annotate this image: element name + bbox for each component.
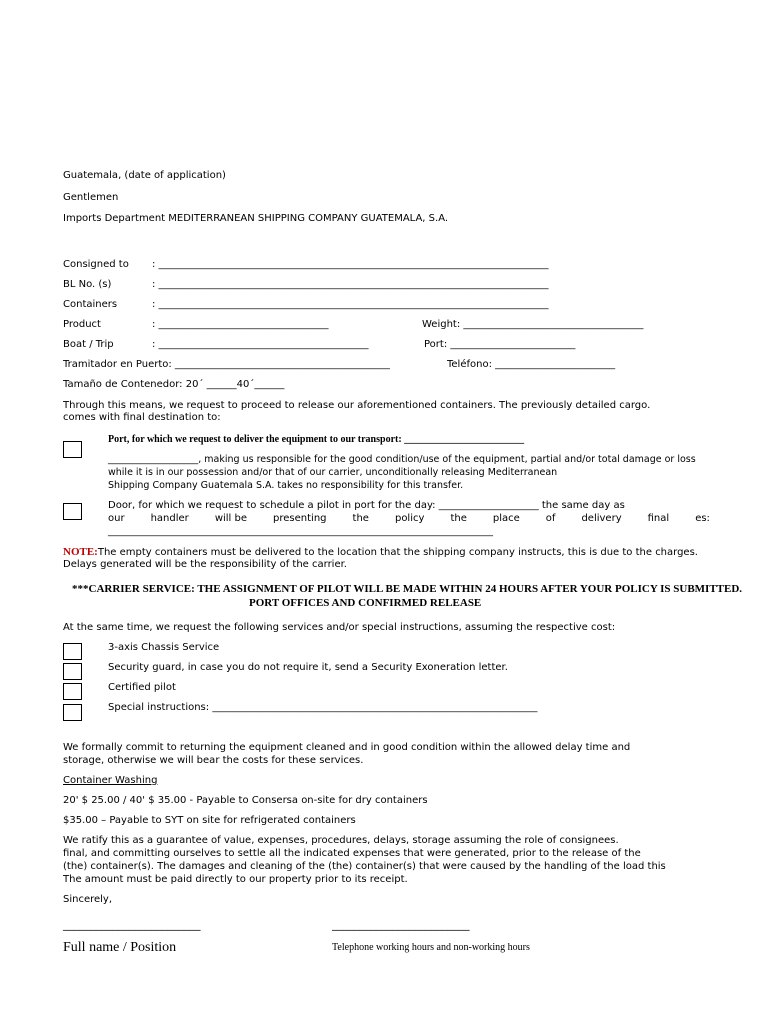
telefono-field[interactable]: Teléfono: ________________________ (447, 359, 616, 370)
tramitador-field[interactable]: Tramitador en Puerto: ___________________________________________ (63, 359, 390, 370)
intro-line-2: comes with final destination to: (63, 412, 221, 423)
port-option-line-1: ___________________, making us responsible for the good condition/use of the equipment, partial and/or total damage or loss (108, 454, 696, 465)
door-word: place (492, 513, 520, 524)
certified-pilot-label: Certified pilot (108, 682, 176, 693)
sincerely: Sincerely, (63, 894, 113, 905)
ratify-line-3: (the) container(s). The damages and cleaning of the (the) container(s) that were caused by the handling of the load this (63, 861, 666, 872)
commit-line-2: storage, otherwise we will bear the costs for these services. (63, 755, 364, 766)
weight-field[interactable]: Weight: ____________________________________ (422, 319, 644, 330)
bl-label: BL No. (s) (63, 279, 112, 290)
door-option-line-2 (108, 513, 710, 524)
special-instructions-field[interactable]: Special instructions: _________________________________________________________________ (108, 702, 538, 713)
containers-label: Containers (63, 299, 118, 310)
container-washing-title: Container Washing (63, 775, 158, 786)
services-intro: At the same time, we request the following services and/or special instructions, assuming the respective cost: (63, 622, 616, 633)
port-option-title: Port, for which we request to deliver the equipment to our transport: ________________________ (108, 434, 525, 445)
product-label: Product (63, 319, 101, 330)
door-word: final (647, 513, 670, 524)
bl-field[interactable]: : ______________________________________________________________________________ (152, 279, 549, 290)
product-field[interactable]: : __________________________________ (152, 319, 329, 330)
carrier-service-line-1: ***CARRIER SERVICE: THE ASSIGNMENT OF PILOT WILL BE MADE WITHIN 24 HOURS AFTER YOUR POLICY IS SUBMITTED. (72, 583, 743, 595)
note-line-1 (63, 546, 698, 558)
note-line-2: Delays generated will be the responsibility of the carrier. (63, 559, 347, 570)
boat-field[interactable]: : __________________________________________ (152, 339, 369, 350)
commit-line-1: We formally commit to returning the equipment cleaned and in good condition within the allowed delay time and (63, 742, 631, 753)
special-instructions-checkbox[interactable] (63, 704, 82, 721)
door-word: the (352, 513, 369, 524)
port-field[interactable]: Port: _________________________ (424, 339, 576, 350)
chassis-label: 3-axis Chassis Service (108, 642, 220, 653)
telephone-hours: Telephone working hours and non-working hours (332, 942, 530, 953)
door-word: handler (150, 513, 189, 524)
washing-refrigerated-line: $35.00 – Payable to SYT on site for refrigerated containers (63, 815, 356, 826)
door-word: es: (695, 513, 710, 524)
door-option-line-3[interactable]: _____________________________________________________________________________ (108, 526, 493, 537)
intro-line-1: Through this means, we request to proceed to release our aforementioned containers. The previously detailed cargo. (63, 400, 651, 411)
port-option-line-2: while it is in our possession and/or that of our carrier, unconditionally releasing Mediterranean (108, 467, 558, 478)
chassis-checkbox[interactable] (63, 643, 82, 660)
security-guard-label: Security guard, in case you do not require it, send a Security Exoneration letter. (108, 662, 508, 673)
place-date: Guatemala, (date of application) (63, 170, 226, 181)
certified-pilot-checkbox[interactable] (63, 683, 82, 700)
ratify-line-4: The amount must be paid directly to our property prior to its receipt. (63, 874, 408, 885)
door-option-checkbox[interactable] (63, 503, 82, 520)
consigned-field[interactable]: : ______________________________________________________________________________ (152, 259, 549, 270)
door-word: delivery (581, 513, 622, 524)
security-guard-checkbox[interactable] (63, 663, 82, 680)
door-word: the (450, 513, 467, 524)
carrier-service-line-2: PORT OFFICES AND CONFIRMED RELEASE (249, 597, 482, 609)
boat-label: Boat / Trip (63, 339, 114, 350)
department-line: Imports Department MEDITERRANEAN SHIPPING COMPANY GUATEMALA, S.A. (63, 213, 449, 224)
signature-line-left[interactable]: _________________________ (63, 918, 201, 931)
ratify-line-1: We ratify this as a guarantee of value, expenses, procedures, delays, storage assuming the role of consignees. (63, 835, 619, 846)
note-label: NOTE: (63, 546, 98, 558)
port-option-checkbox[interactable] (63, 441, 82, 458)
greeting: Gentlemen (63, 192, 119, 203)
full-name-position: Full name / Position (63, 940, 177, 955)
door-word: presenting (273, 513, 327, 524)
port-option-line-3: Shipping Company Guatemala S.A. takes no responsibility for this transfer. (108, 480, 464, 491)
ratify-line-2: final, and committing ourselves to settle all the indicated expenses that were generated, prior to the release of the (63, 848, 641, 859)
door-word: our (108, 513, 125, 524)
door-word: policy (394, 513, 425, 524)
washing-dry-line: 20' $ 25.00 / 40' $ 35.00 - Payable to Consersa on-site for dry containers (63, 795, 428, 806)
containers-field[interactable]: : ______________________________________________________________________________ (152, 299, 549, 310)
note-text: The empty containers must be delivered to the location that the shipping company instructs, this is due to the charges. (97, 547, 698, 558)
door-option-line-1: Door, for which we request to schedule a pilot in port for the day: ____________________ the same day as (108, 500, 625, 511)
door-word: of (545, 513, 556, 524)
container-size-field[interactable]: Tamaño de Contenedor: 20´ ______40´______ (63, 379, 285, 390)
signature-line-right[interactable]: _________________________ (332, 918, 470, 931)
door-word: will be (214, 513, 248, 524)
consigned-label: Consigned to (63, 259, 129, 270)
